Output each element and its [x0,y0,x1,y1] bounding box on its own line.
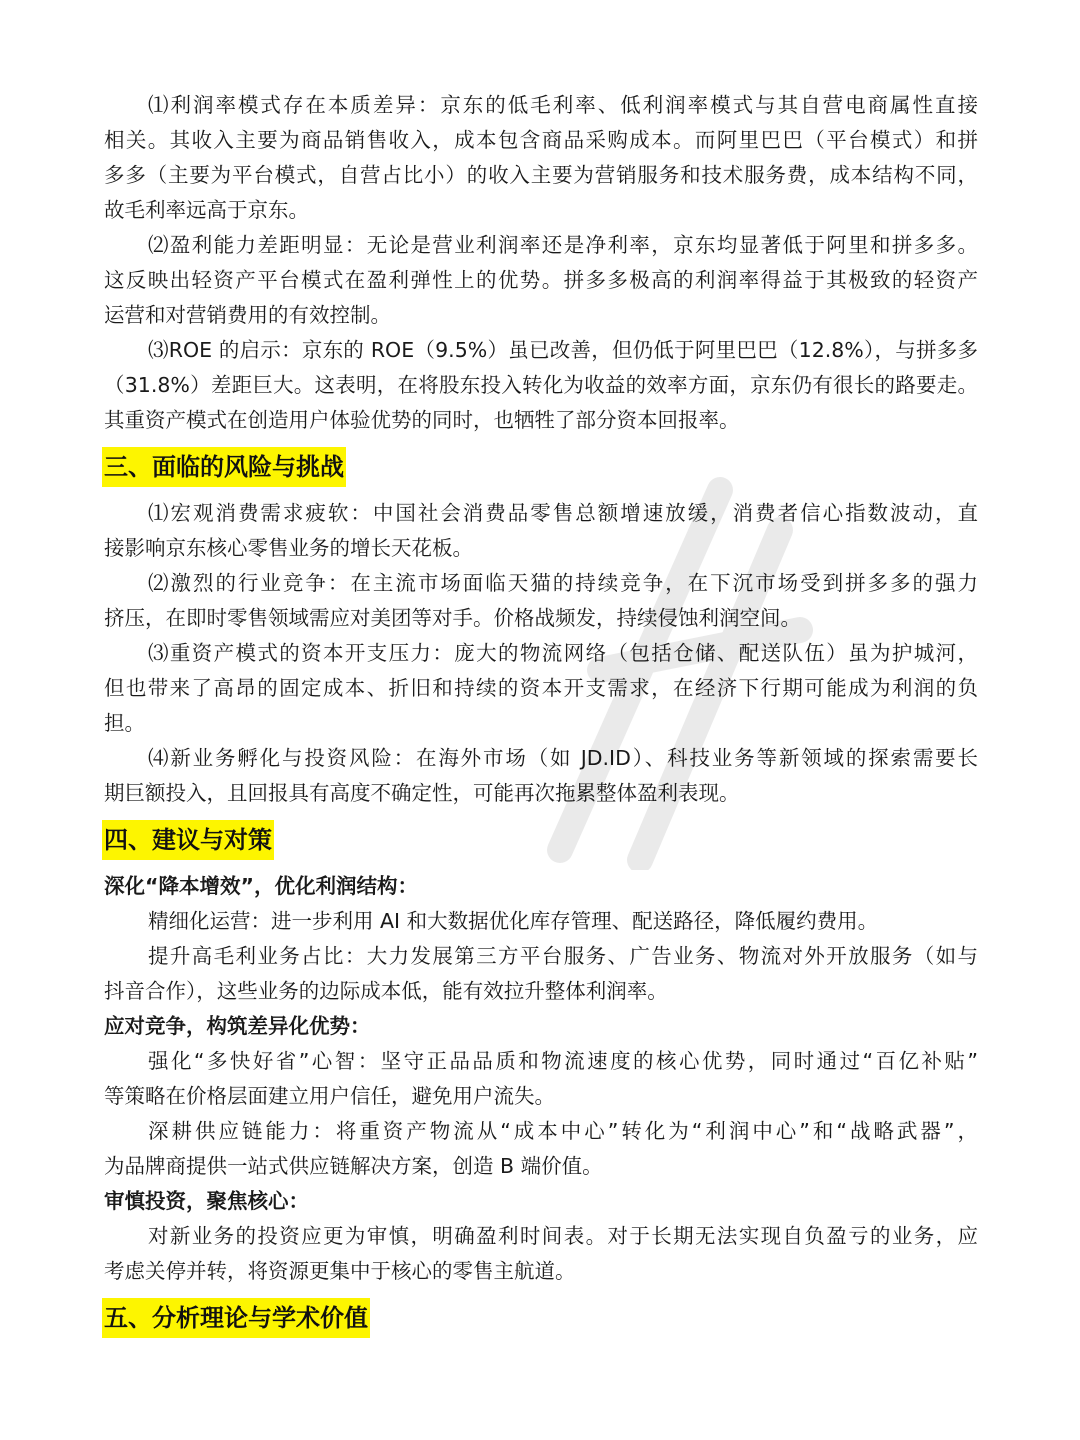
paragraph [104,228,978,333]
paragraph-line: 但也带来了高昂的固定成本、折旧和持续的资本开支需求，在经济下行期可能成为利润的负 [104,676,978,700]
paragraph-line: 其重资产模式在创造用户体验优势的同时，也牺牲了部分资本回报率。 [104,408,740,432]
section-heading: 四、建议与对策 [102,820,274,860]
paragraph-line: 相关。其收入主要为商品销售收入，成本包含商品采购成本。而阿里巴巴（平台模式）和拼 [104,128,978,152]
paragraph-line: 抖音合作），这些业务的边际成本低，能有效拉升整体利润率。 [104,979,668,1003]
paragraph [104,1114,978,1184]
section-heading: 三、面临的风险与挑战 [102,447,346,487]
paragraph-line: 对新业务的投资应更为审慎，明确盈利时间表。对于长期无法实现自负盈亏的业务，应 [148,1224,978,1248]
paragraph-line: 考虑关停并转，将资源更集中于核心的零售主航道。 [104,1259,576,1283]
paragraph-line: 担。 [104,711,145,735]
document-page [104,88,978,1347]
paragraph [104,88,978,228]
paragraph [104,566,978,636]
paragraph [104,904,978,939]
subheading: 审慎投资，聚焦核心： [104,1189,309,1213]
paragraph-line: 提升高毛利业务占比：大力发展第三方平台服务、广告业务、物流对外开放服务（如与 [148,944,978,968]
paragraph-line: 接影响京东核心零售业务的增长天花板。 [104,536,473,560]
paragraph-line: ⑵激烈的行业竞争：在主流市场面临天猫的持续竞争，在下沉市场受到拼多多的强力 [148,571,978,595]
paragraph [104,1044,978,1114]
paragraph-line: 强化“多快好省”心智：坚守正品品质和物流速度的核心优势，同时通过“百亿补贴” [148,1049,978,1073]
paragraph-line: ⑷新业务孵化与投资风险：在海外市场（如 JD.ID）、科技业务等新领域的探索需要长 [148,746,978,770]
section-heading-wrap [104,1289,978,1347]
paragraph-line: 运营和对营销费用的有效控制。 [104,303,391,327]
paragraph-line: 为品牌商提供一站式供应链解决方案，创造 B 端价值。 [104,1154,603,1178]
paragraph [104,636,978,741]
paragraph-line: 这反映出轻资产平台模式在盈利弹性上的优势。拼多多极高的利润率得益于其极致的轻资产 [104,268,978,292]
subheading: 应对竞争，构筑差异化优势： [104,1014,371,1038]
paragraph-line: 故毛利率远高于京东。 [104,198,309,222]
paragraph-line: ⑶ROE 的启示：京东的 ROE（9.5%）虽已改善，但仍低于阿里巴巴（12.8%），与拼多多 [148,338,978,362]
paragraph-line: 挤压，在即时零售领域需应对美团等对手。价格战频发，持续侵蚀利润空间。 [104,606,801,630]
paragraph [104,333,978,438]
paragraph-line: 期巨额投入，且回报具有高度不确定性，可能再次拖累整体盈利表现。 [104,781,740,805]
paragraph [104,741,978,811]
paragraph-line: ⑶重资产模式的资本开支压力：庞大的物流网络（包括仓储、配送队伍）虽为护城河， [148,641,978,665]
paragraph-line: 精细化运营：进一步利用 AI 和大数据优化库存管理、配送路径，降低履约费用。 [148,909,879,933]
section-heading-wrap [104,811,978,869]
paragraph-line: ⑴宏观消费需求疲软：中国社会消费品零售总额增速放缓，消费者信心指数波动，直 [148,501,978,525]
paragraph-line: 等策略在价格层面建立用户信任，避免用户流失。 [104,1084,555,1108]
paragraph [104,496,978,566]
section-heading: 五、分析理论与学术价值 [102,1298,370,1338]
subheading: 深化“降本增效”，优化利润结构： [104,874,418,898]
paragraph-line: ⑵盈利能力差距明显：无论是营业利润率还是净利率，京东均显著低于阿里和拼多多。 [148,233,978,257]
paragraph-line: ⑴利润率模式存在本质差异：京东的低毛利率、低利润率模式与其自营电商属性直接 [148,93,978,117]
paragraph-line: 多多（主要为平台模式，自营占比小）的收入主要为营销服务和技术服务费，成本结构不同， [104,163,978,187]
paragraph-line: （31.8%）差距巨大。这表明，在将股东投入转化为收益的效率方面，京东仍有很长的路要走。 [104,373,978,397]
paragraph-line: 深耕供应链能力：将重资产物流从“成本中心”转化为“利润中心”和“战略武器”， [148,1119,978,1143]
paragraph [104,939,978,1009]
section-heading-wrap [104,438,978,496]
paragraph [104,1219,978,1289]
